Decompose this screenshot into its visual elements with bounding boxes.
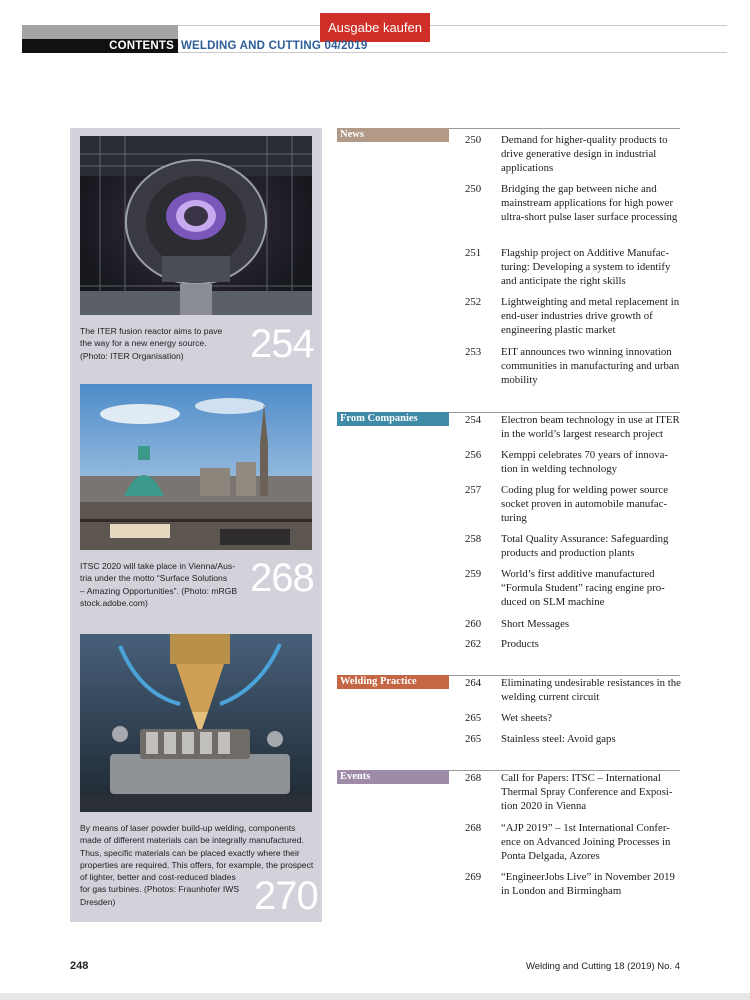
toc-title: Demand for higher-quality products to drive generative design in industrial applications <box>501 134 668 175</box>
header-gray-block <box>22 25 178 39</box>
toc-page: 252 <box>465 296 482 308</box>
toc-title: World’s first additive manufactured “Formula Student” racing engine pro-duced on SLM machine <box>501 568 665 609</box>
iter-reactor-photo <box>80 136 312 315</box>
iter-page-number: 254 <box>250 322 314 366</box>
toc-page: 269 <box>465 871 482 883</box>
laser-caption: By means of laser powder build-up welding, components made of different materials can be integrally manufactured. Thus, specific materials can be placed exactly where their properties are required. This offers, for example, the prospect of lighter, better and cost-reduced blades for gas turbines. (Photos: Fraunhofer IWS Dresden) <box>80 823 314 907</box>
toc-title: Call for Papers: ITSC – International Thermal Spray Conference and Exposi-tion 2020 in Vienna <box>501 772 673 813</box>
issue-title: WELDING AND CUTTING 04/2019 <box>181 40 368 52</box>
toc-page: 250 <box>465 183 482 195</box>
toc-page: 254 <box>465 414 482 426</box>
toc-title: Products <box>501 638 539 650</box>
toc-page: 257 <box>465 484 482 496</box>
toc-title: Short Messages <box>501 618 570 630</box>
page-number: 248 <box>70 960 89 972</box>
toc-page: 250 <box>465 134 482 146</box>
toc-title: EIT announces two winning innovation communities in manufacturing and urban mobility <box>501 346 680 387</box>
section-label-from-companies: From Companies <box>337 412 449 426</box>
toc-title: Lightweighting and metal replacement in end-user industries drive growth of engineering plastic market <box>501 296 680 337</box>
vienna-skyline-photo <box>80 384 312 550</box>
header-rule <box>178 25 727 26</box>
toc-page: 253 <box>465 346 482 358</box>
journal-citation: Welding and Cutting 18 (2019) No. 4 <box>525 961 680 972</box>
toc-page: 258 <box>465 533 482 545</box>
laser-welding-photo <box>80 634 312 812</box>
laser-page-number: 270 <box>254 874 318 918</box>
toc-page: 265 <box>465 712 482 724</box>
header-underline <box>178 52 727 53</box>
toc-page: 251 <box>465 247 482 259</box>
vienna-page-number: 268 <box>250 556 314 600</box>
toc-page: 264 <box>465 677 482 689</box>
section-label-welding-practice: Welding Practice <box>337 675 449 689</box>
toc-page: 265 <box>465 733 482 745</box>
toc-page: 259 <box>465 568 482 580</box>
toc-page: 256 <box>465 449 482 461</box>
toc-title: Electron beam technology in use at ITER in the world’s largest research project <box>501 414 680 441</box>
section-label-events: Events <box>337 770 449 784</box>
toc-title: Stainless steel: Avoid gaps <box>501 733 616 745</box>
toc-title: Wet sheets? <box>501 712 552 724</box>
buy-issue-button[interactable]: Ausgabe kaufen <box>320 13 430 42</box>
contents-label: CONTENTS <box>22 39 178 53</box>
section-rule <box>449 128 680 129</box>
toc-title: Flagship project on Additive Manufac-turing: Developing a system to identify and anticipate the right skills <box>501 247 671 288</box>
toc-page: 268 <box>465 822 482 834</box>
toc-title: Eliminating undesirable resistances in the welding current circuit <box>501 677 681 704</box>
toc-page: 262 <box>465 638 482 650</box>
toc-title: “AJP 2019” – 1st International Confer-ence on Advanced Joining Processes in Ponta Delgada, Azores <box>501 822 671 863</box>
toc-title: Total Quality Assurance: Safeguarding products and production plants <box>501 533 669 560</box>
feature-image-column <box>70 128 322 922</box>
toc-title: “EngineerJobs Live” in November 2019 in London and Birmingham <box>501 871 675 898</box>
toc-title: Kemppi celebrates 70 years of innova-tion in welding technology <box>501 449 668 476</box>
bottom-bar <box>0 993 750 1000</box>
section-label-news: News <box>337 128 449 142</box>
toc-page: 268 <box>465 772 482 784</box>
iter-caption: The ITER fusion reactor aims to pave the way for a new energy source. (Photo: ITER Organisation) <box>80 326 223 361</box>
toc-title: Bridging the gap between niche and mainstream applications for high power ultra-short pulse laser surface processing <box>501 183 678 224</box>
toc-title: Coding plug for welding power source socket proven in automobile manufac-turing <box>501 484 669 525</box>
vienna-caption: ITSC 2020 will take place in Vienna/Aus- tria under the motto “Surface Solutions – Amazing Opportunities”. (Photo: mRGB stock.adobe.com) <box>80 561 238 608</box>
toc-page: 260 <box>465 618 482 630</box>
